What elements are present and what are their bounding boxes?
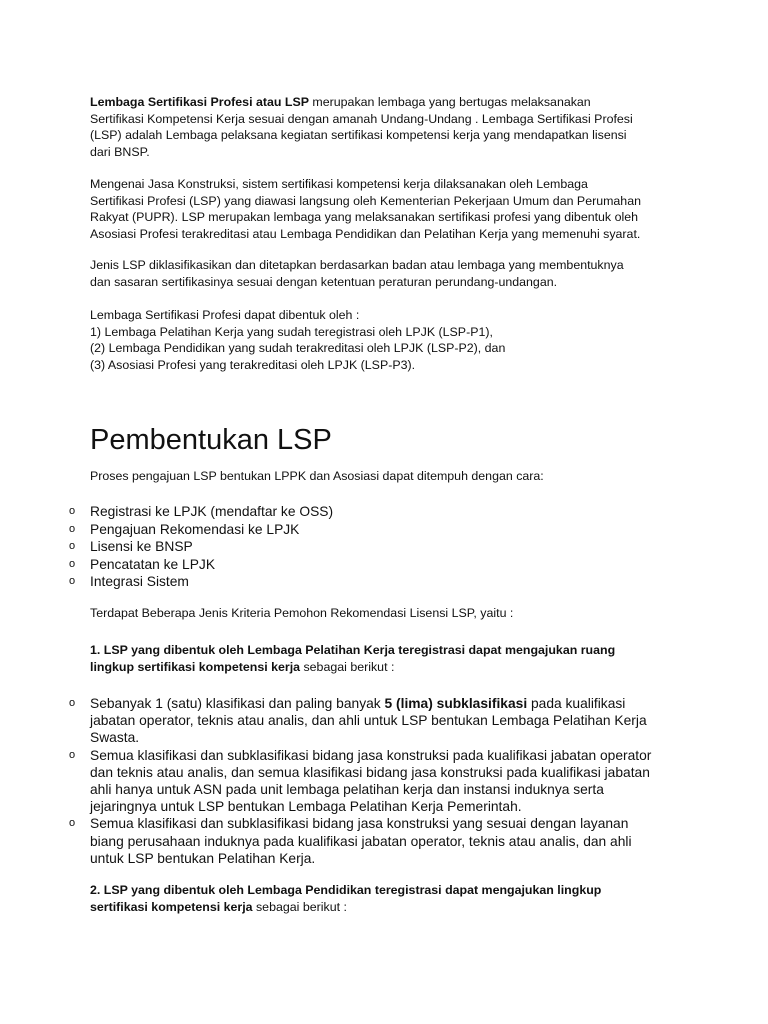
c1-item2-line-4: jejaringnya untuk LSP bentukan Lembaga Pelatihan Kerja Pemerintah.: [90, 799, 522, 815]
intro-p4-line-2: 1) Lembaga Pelatihan Kerja yang sudah teregistrasi oleh LPJK (LSP-P1),: [90, 324, 493, 339]
intro-paragraph-4: [90, 307, 690, 373]
bullet-circle-icon: o: [69, 540, 76, 552]
list-item: [0, 815, 768, 867]
intro-p1-text: merupakan lembaga yang bertugas melaksanakan: [308, 95, 591, 109]
intro-paragraph-1: [90, 94, 690, 160]
intro-p1-line-3: (LSP) adalah Lembaga pelaksana kegiatan sertifikasi kompetensi kerja yang mendapatkan lisensi: [90, 128, 627, 142]
process-intro-text: Proses pengajuan LSP bentukan LPPK dan Asosiasi dapat ditempuh dengan cara:: [90, 469, 544, 483]
intro-p1-line-4: dari BNSP.: [90, 144, 150, 159]
step-label: Registrasi ke LPJK (mendaftar ke OSS): [90, 504, 334, 519]
c1-item3-line-1: Semua klasifikasi dan subklasifikasi bidang jasa konstruksi yang sesuai dengan layanan: [90, 816, 629, 832]
criterion-1-line-1: [90, 642, 690, 659]
c1-item3-line-3: untuk LSP bentukan Pelatihan Kerja.: [90, 850, 316, 866]
section-heading: Pembentukan LSP: [90, 424, 332, 456]
list-item: [0, 747, 768, 816]
criterion-2-tail: sebagai berikut :: [252, 899, 347, 914]
step-label: Integrasi Sistem: [90, 574, 189, 589]
list-item: [0, 695, 768, 747]
list-item: [0, 538, 768, 556]
step-label: Pengajuan Rekomendasi ke LPJK: [90, 521, 300, 537]
bullet-circle-icon: o: [69, 697, 76, 709]
criterion-1-list: [0, 695, 768, 867]
list-item: [0, 556, 768, 574]
intro-p4-line-4: (3) Asosiasi Profesi yang terakreditasi oleh LPJK (LSP-P3).: [90, 357, 416, 372]
criteria-intro-text: Terdapat Beberapa Jenis Kriteria Pemohon Rekomendasi Lisensi LSP, yaitu :: [90, 606, 514, 620]
intro-p1-line-2: Sertifikasi Kompetensi Kerja sesuai dengan amanah Undang-Undang . Lembaga Sertifikasi Profesi: [90, 111, 633, 126]
criterion-2-line-1: [90, 882, 690, 899]
list-item: [0, 521, 768, 539]
step-label: Lisensi ke BNSP: [90, 539, 193, 554]
bullet-circle-icon: o: [69, 575, 76, 587]
list-item: [0, 503, 768, 521]
bullet-circle-icon: o: [69, 522, 76, 535]
bullet-circle-icon: o: [69, 748, 76, 761]
c1-item1-post: pada kualifikasi: [527, 696, 626, 711]
bullet-circle-icon: o: [69, 557, 76, 570]
c1-item1-pre: Sebanyak 1 (satu) klasifikasi dan paling banyak: [90, 696, 385, 711]
intro-p4-line-3: (2) Lembaga Pendidikan yang sudah terakreditasi oleh LPJK (LSP-P2), dan: [90, 341, 506, 355]
c1-item3-line-2: biang perusahaan induknya pada kualifikasi jabatan operator, teknis atau analis, dan ahli: [90, 833, 632, 849]
c1-item1-line-1: [90, 695, 768, 712]
criterion-1-tail: sebagai berikut :: [300, 659, 395, 674]
criterion-1-line-2: [90, 659, 690, 676]
c1-item2-line-2: dan teknis atau analis, dan semua klasifikasi bidang jasa konstruksi pada kualifikasi jabatan: [90, 764, 650, 780]
intro-p2-line-4: Asosiasi Profesi terakreditasi atau Lembaga Pendidikan dan Pelatihan Kerja yang memenuhi syarat.: [90, 226, 641, 241]
criterion-2-bold-1: 2. LSP yang dibentuk oleh Lembaga Pendidikan teregistrasi dapat mengajukan lingkup: [90, 883, 602, 897]
intro-p1-bold: Lembaga Sertifikasi Profesi atau LSP: [90, 95, 309, 109]
criterion-2-line-2: [90, 899, 690, 916]
criterion-2-bold-2: sertifikasi kompetensi kerja: [90, 899, 253, 914]
c1-item2-line-1: Semua klasifikasi dan subklasifikasi bidang jasa konstruksi pada kualifikasi jabatan operator: [90, 747, 652, 763]
intro-p3-line-1: Jenis LSP diklasifikasikan dan ditetapkan berdasarkan badan atau lembaga yang membentuknya: [90, 258, 624, 272]
process-intro: [90, 468, 690, 485]
criteria-intro: [90, 605, 690, 622]
c1-item2-line-3: ahli hanya untuk ASN pada unit lembaga pelatihan kerja dan instansi induknya serta: [90, 782, 604, 798]
c1-item1-line-2: jabatan operator, teknis atau analis, dan ahli untuk LSP bentukan Lembaga Pelatihan Kerja: [90, 713, 647, 729]
criterion-2-heading: [90, 882, 690, 915]
intro-p2-line-2: Sertifikasi Profesi (LSP) yang diawasi langsung oleh Kementerian Pekerjaan Umum dan Perumahan: [90, 193, 641, 208]
criterion-1-bold-2: lingkup sertifikasi kompetensi kerja: [90, 659, 301, 674]
intro-p4-line-1: Lembaga Sertifikasi Profesi dapat dibentuk oleh :: [90, 308, 360, 322]
process-steps-list: [0, 503, 768, 591]
bullet-circle-icon: o: [69, 505, 76, 517]
intro-paragraph-3: [90, 257, 690, 290]
intro-p2-line-1: Mengenai Jasa Konstruksi, sistem sertifikasi kompetensi kerja dilaksanakan oleh Lembaga: [90, 177, 588, 191]
intro-p1-line-1: [90, 94, 690, 111]
c1-item1-line-3: Swasta.: [90, 730, 140, 746]
intro-p2-line-3: Rakyat (PUPR). LSP merupakan lembaga yang melaksanakan sertifikasi profesi yang dibentuk oleh: [90, 210, 639, 224]
intro-paragraph-2: [90, 176, 690, 242]
intro-p3-line-2: dan sasaran sertifikasinya sesuai dengan ketentuan peraturan perundang-undangan.: [90, 274, 558, 289]
bullet-circle-icon: o: [69, 817, 76, 830]
c1-item1-bold: 5 (lima) subklasifikasi: [384, 696, 528, 711]
criterion-1-heading: [90, 642, 690, 675]
criterion-1-bold-1: 1. LSP yang dibentuk oleh Lembaga Pelatihan Kerja teregistrasi dapat mengajukan ruang: [90, 643, 616, 657]
list-item: [0, 573, 768, 591]
step-label: Pencatatan ke LPJK: [90, 556, 216, 572]
